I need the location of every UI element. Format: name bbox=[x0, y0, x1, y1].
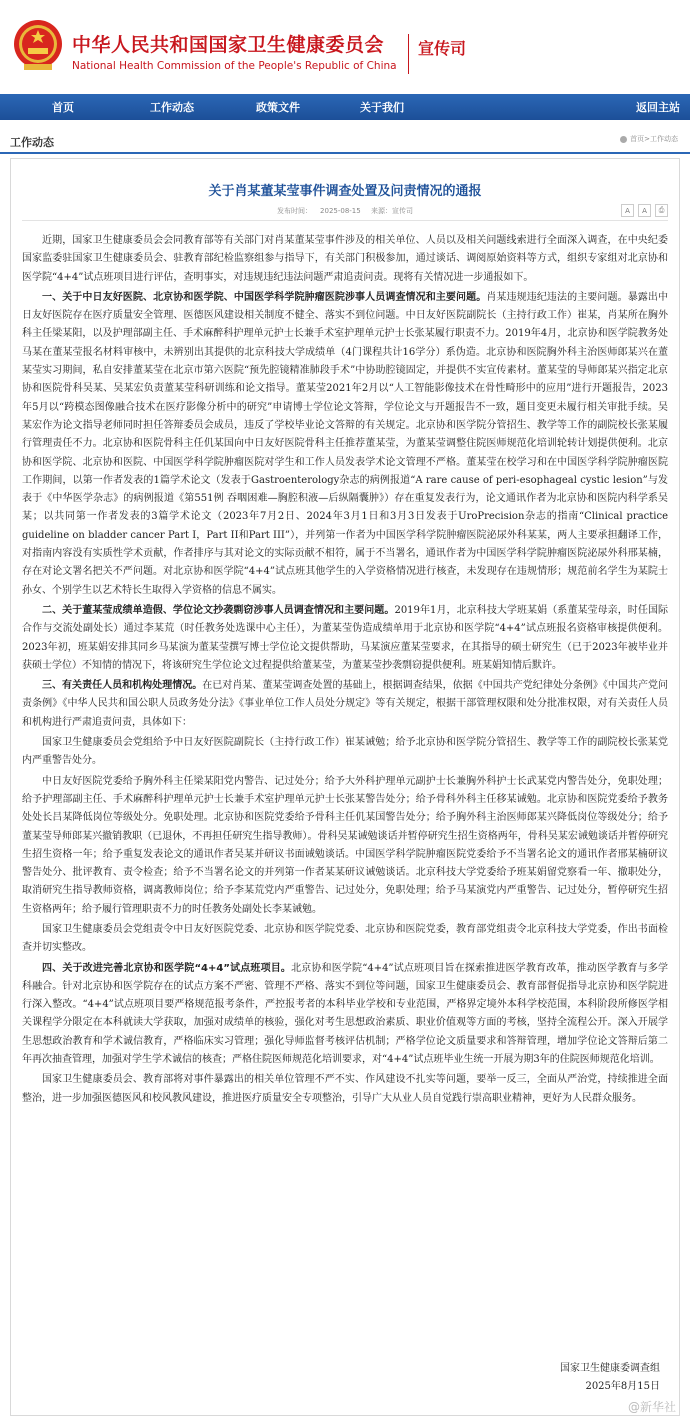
paragraph: 二、关于董某莹成绩单造假、学位论文抄袭剽窃涉事人员调查情况和主要问题。2019年1月，北京科技大学班某娟（系董某莹母亲，时任国际合作与交流处副处长）通过李某荒（时任教务处选课中心主任），为董某莹伪造成绩单用于北京协和医学院“4+4”试点班报名资格审核提供便利。2023年初，班某娟安排其同乡马某演为董某莹撰写博士学位论文提供帮助，马某演应董某莹要求，在其指导的硕士研究生（已于2023年被毕业并获硕士学位）不知情的情况下，将该研究生学位论文过程提供给董某莹，为董某莹抄袭剽窃提供便利。班某娟知情后默许。 bbox=[22, 604, 669, 671]
paragraph: 三、有关责任人员和机构处理情况。在已对肖某、董某莹调查处置的基础上，根据调查结果，依据《中国共产党纪律处分条例》《中国共产党问责条例》《中华人民共和国公职人员政务处分法》《事业单位工作人员处分规定》等有关规定，根据干部管理权限和处分批准权限，对有关责任人员和机构进行严肃追责问责，具体如下： bbox=[22, 680, 669, 728]
header-divider bbox=[408, 34, 409, 74]
source-label: 来源：宣传司 bbox=[370, 207, 413, 215]
home-icon bbox=[620, 136, 627, 143]
paragraph: 一、关于中日友好医院、北京协和医学院、中国医学科学院肿瘤医院涉事人员调查情况和主要问题。肖某违规违纪违法的主要问题。暴露出中日友好医院存在医疗质量安全管理、医德医风建设相关制度不健全、落实不到位问题。中日友好医院副院长（主持行政工作）崔某，肖某所在胸外科主任梁某阳，以及护理部副主任、手术麻醉科护理单元护士长兼手术室护理单元护士长张某履行职责不力。2019年4月，北京协和医学院教务处马某在董某莹报名材料审核中，未辨别出其提供的北京科技大学成绩单（4门课程共计16学分）系伪造。北京协和医院胸外科主治医师郎某兴在董某莹实习期间，私自安排董某莹在北京市第六医院“预先腔镜精准肺段手术”中协助腔镜固定，并提供不实宣传素材。董某莹的导师郎某兴指定北京协和医院骨科吴某、吴某宏负责董某莹科研训练和论文指导。董某莹2021年2月以“人工智能影像技术在骨性畸形中的应用”进行开题报告，2023年5月以“跨模态图像融合技术在医疗影像分析中的研究”申请博士学位论文答辩，学位论文与开题报告不一致，题目变更未履行相关审批手续。吴某宏作为论文指导老师同时担任答辩委员会成员，违反了学校毕业论文答辩的有关规定。北京协和医学院分管招生、教学等工作的副院校长张某履行管理责任不力。北京协和医院骨科主任仉某国向中日友好医院骨科主任推荐董某莹，为董某莹调整住院医师规范化培训轮转计划提供便利。北京协和医学院、北京协和医院、中国医学科学院肿瘤医院对学生和工作人员发表学术论文管理不严格。董某莹在校学习和在中国医学科学院肿瘤医院工作期间，以第一作者发表的1篇学术论文（发表于Gastroenterology杂志的病例报道“A rare cause of peri-esophageal cystic lesion”与发表于《中华医学杂志》的病例报道《第551例 吞咽困难—胸腔积液—后纵隔囊肿》）存在重复发表行为，论文通讯作者为北京协和医院内科学系吴某；以共同第一作者发表的3篇学术论文（2023年7月2日、2024年3月1日和3月3日发表于UroPrecision杂志的指南“Clinical practice guideline on bladder cancer Part I，Part II和Part III”），并列第一作者为中国医学科学院肿瘤医院泌尿外科某某，两人主要承担翻译工作，对指南内容没有实质性学术贡献，作者排序与其对论文的实际贡献不相符，属于不当署名，通讯作者为中国医学科学院肿瘤医院泌尿外科邢某楠，存在对论文署名把关不严问题。对北京协和医学院“4+4”试点班其他学生的入学资格情况进行核查，未发现存在违规情形；规范前名学生为某院士孙女、个别学生以艺术特长生取得入学资格的信息不属实。 bbox=[22, 291, 669, 596]
nav-item-about[interactable]: 关于我们 bbox=[360, 101, 404, 114]
article-meta bbox=[0, 206, 690, 216]
department-name: 宣传司 bbox=[418, 39, 467, 58]
main-nav bbox=[0, 94, 690, 120]
nav-item-policy[interactable]: 政策文件 bbox=[256, 101, 300, 114]
print-icon[interactable]: ⎙ bbox=[655, 204, 668, 217]
org-name-cn: 中华人民共和国国家卫生健康委员会 bbox=[72, 34, 385, 56]
paragraph: 国家卫生健康委员会党组责令中日友好医院党委、北京协和医学院党委、北京协和医院党委，教育部党组责令北京科技大学党委，作出书面检查并切实整改。 bbox=[22, 923, 668, 954]
font-decrease-button[interactable]: A bbox=[621, 204, 634, 217]
article-body bbox=[22, 232, 668, 1110]
paragraph: 国家卫生健康委员会、教育部将对事件暴露出的相关单位管理不严不实、作风建设不扎实等问题，要举一反三，全面从严治党，持续推进全面整治，进一步加强医德医风和校风教风建设，推进医疗质量安全专项整治，引导广大从业人员自觉践行崇高职业精神，更好为人民群众服务。 bbox=[22, 1074, 668, 1104]
paragraph: 国家卫生健康委员会党组给予中日友好医院副院长（主持行政工作）崔某诫勉；给予北京协和医学院分管招生、教学等工作的副院校长张某党内严重警告处分。 bbox=[22, 737, 668, 767]
watermark: @新华社 bbox=[627, 1400, 676, 1414]
section-title: 工作动态 bbox=[10, 136, 54, 149]
article-title: 关于肖某董某莹事件调查处置及问责情况的通报 bbox=[208, 184, 482, 199]
signature-date: 2025年8月15日 bbox=[585, 1381, 660, 1392]
publish-label: 发布时间： bbox=[277, 207, 313, 215]
breadcrumb bbox=[620, 134, 678, 144]
paragraph: 四、关于改进完善北京协和医学院“4+4”试点班项目。北京协和医学院“4+4”试点班项目旨在探索推进医学教育改革，推动医学教育与多学科融合。针对北京协和医学院存在的试点方案不严密、管理不严格、落实不到位等问题，国家卫生健康委员会、教育部督促指导北京协和医学院进行深入整改。“4+4”试点班项目要严格规范报考条件，严控报考者的本科毕业学校和专业范围，严格界定境外本科学校范围，本科阶段所修医学相关课程学分限定在本科就读大学获取，加强对成绩单的核验，强化对考生思想政治素质、职业价值观等方面的考核，坚持全流程公开。深入开展学生思想政治教育和学术诚信教育，严格临床实习管理；强化导师监督考核评估机制；严格学位论文质量要求和答辩管理，增加学位论文答辩后第二年再次抽查管理，加强对学生学术诚信的核查；严格住院医师规范化培训要求，对“4+4”试点班毕业生统一开展为期3年的住院医师规范化培训。 bbox=[22, 962, 668, 1066]
breadcrumb-text[interactable]: 首页>工作动态 bbox=[630, 135, 678, 143]
signature-org: 国家卫生健康委调查组 bbox=[560, 1363, 660, 1374]
back-to-main-site-link[interactable]: 返回主站 bbox=[636, 101, 680, 114]
nav-item-work-news[interactable]: 工作动态 bbox=[150, 101, 194, 114]
org-name-en: National Health Commission of the People's Republic of China bbox=[72, 60, 397, 72]
article-tools bbox=[621, 204, 668, 217]
meta-divider bbox=[22, 220, 668, 221]
section-divider bbox=[0, 152, 690, 154]
site-header bbox=[0, 0, 690, 94]
nav-item-home[interactable]: 首页 bbox=[52, 101, 74, 114]
paragraph: 近期，国家卫生健康委员会会同教育部等有关部门对肖某董某莹事件涉及的相关单位、人员以及相关问题线索进行全面深入调查，在中央纪委国家监委驻国家卫生健康委员会、驻教育部纪检监察组参与指导下，有关部门积极参加，通过谈话、调阅原始资料等方式，组织专家组对北京协和医学院“4+4”试点班项目进行评估，查明事实，对违规违纪违法问题严肃追责问责。现将有关情况进一步通报如下。 bbox=[22, 235, 668, 283]
national-emblem-icon bbox=[12, 18, 64, 74]
publish-date: 2025-08-15 bbox=[320, 207, 361, 215]
article-signature bbox=[560, 1360, 660, 1396]
paragraph: 中日友好医院党委给予胸外科主任梁某阳党内警告、记过处分；给予大外科护理单元副护士长兼胸外科护士长武某党内警告处分，免职处理；给予护理部副主任、手术麻醉科护理单元护士长兼手术室护理单元护士长张某警告处分；给予骨科外科主任移某诫勉。北京协和医院党委给予教务处处长吕某降低岗位等级处分。免职处理。北京协和医院党委给予骨科主任仉某国警告处分；给予胸外科主治医师郎某兴降低岗位等级处分；给予董某莹导师郎某兴撤销教职（已退休，不再担任研究生指导教师）。骨科吴某诫勉谈话并暂停研究生招生资格两年，骨科吴某宏诫勉谈话并暂停研究生招生资格一年；给予重复发表论文的通讯作者吴某并研议书面诫勉谈话。中国医学科学院肿瘤医院党委给予不当署名论文的通讯作者邢某楠研议警告处分、批评教育、责令检查；给予不当署名论文的并列第一作者某某研议诫勉谈话。北京科技大学党委给予班某娟留党察看一年、撤职处分，取消研究生指导教师资格，调离教师岗位；给予李某荒党内严重警告、记过处分，免职处理；给予马某演党内严重警告、记过处分，暂停研究生招生资格两年；给予履行管理职责不力的时任教务处副处长李某诫勉。 bbox=[22, 775, 668, 915]
font-increase-button[interactable]: A bbox=[638, 204, 651, 217]
